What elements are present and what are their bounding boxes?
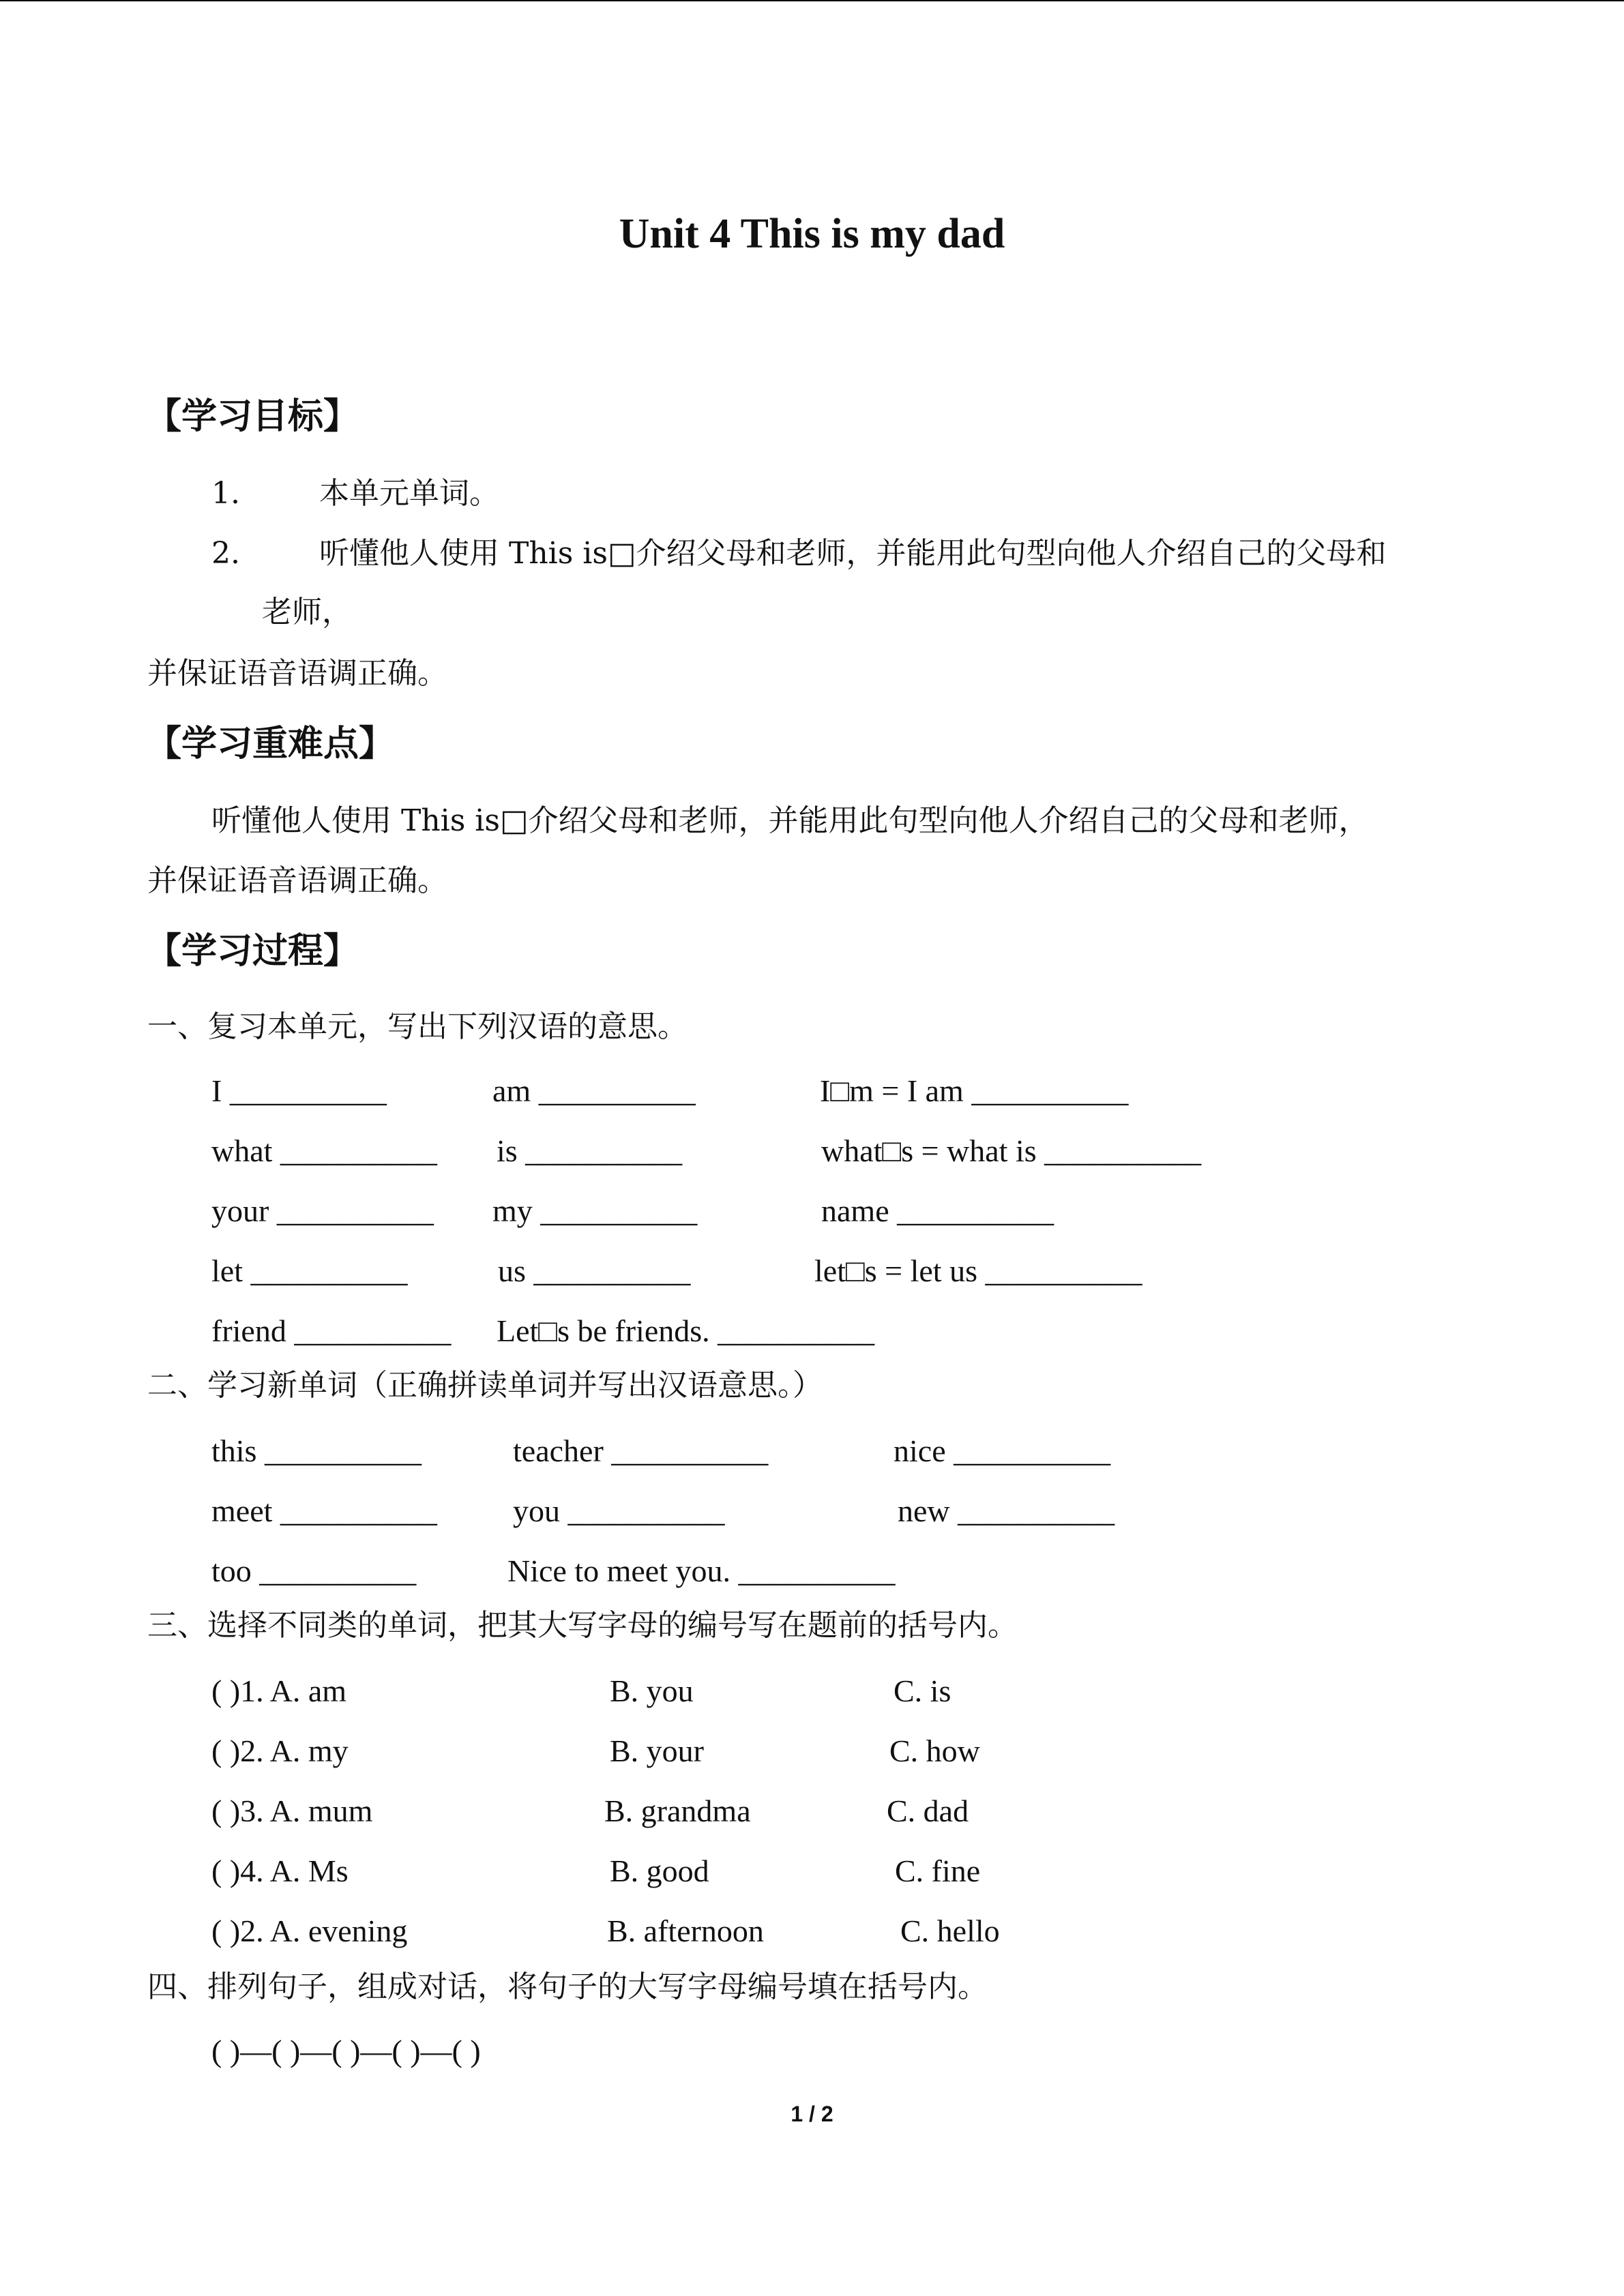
- part1-item: Let□s be friends. __________: [497, 1313, 875, 1348]
- part4-answer-line: ( )—( )—( )—( )—( ): [211, 2033, 481, 2068]
- part1-item: your __________: [211, 1193, 434, 1228]
- part2-heading: 二、学习新单词（正确拼读单词并写出汉语意思。）: [147, 1368, 823, 1403]
- key-points-line-1: 听懂他人使用 This is□介绍父母和老师，并能用此句型向他人介绍自己的父母和老师，: [211, 803, 1369, 838]
- part3-option-c: C. fine: [895, 1853, 981, 1888]
- part1-item: I __________: [211, 1073, 387, 1108]
- part1-item: us __________: [498, 1253, 691, 1288]
- part2-item: this __________: [211, 1433, 422, 1468]
- objective-2-continuation: 老师，: [262, 595, 352, 629]
- process-heading: 【学习过程】: [146, 931, 359, 972]
- part3-option-b: B. afternoon: [607, 1913, 764, 1948]
- part1-item: friend __________: [211, 1313, 452, 1348]
- part2-item: Nice to meet you. __________: [507, 1553, 896, 1588]
- part3-option-b: B. grandma: [604, 1793, 751, 1828]
- part3-question: ( )2. A. evening: [211, 1913, 408, 1948]
- part3-option-b: B. you: [610, 1673, 694, 1708]
- part1-item: my __________: [492, 1193, 698, 1228]
- part3-question: ( )3. A. mum: [211, 1793, 373, 1828]
- part3-option-b: B. your: [610, 1733, 704, 1768]
- objective-2-tail: 并保证语音语调正确。: [147, 656, 447, 691]
- page-title: Unit 4 This is my dad: [619, 211, 1005, 257]
- part2-item: you __________: [513, 1493, 725, 1528]
- part3-question: ( )2. A. my: [211, 1733, 349, 1768]
- part2-item: teacher __________: [513, 1433, 769, 1468]
- part1-item: let __________: [211, 1253, 408, 1288]
- part2-item: nice __________: [894, 1433, 1111, 1468]
- top-border: [0, 0, 1624, 1]
- part3-option-c: C. dad: [887, 1793, 969, 1828]
- part3-question: ( )4. A. Ms: [211, 1853, 349, 1888]
- key-points-line-2: 并保证语音语调正确。: [147, 863, 447, 898]
- part1-item: what□s = what is __________: [821, 1133, 1202, 1168]
- part4-heading: 四、排列句子，组成对话，将句子的大写字母编号填在括号内。: [147, 1969, 988, 2004]
- objective-2-text: 听懂他人使用 This is□介绍父母和老师，并能用此句型向他人介绍自己的父母和: [319, 536, 1387, 571]
- part2-item: new __________: [898, 1493, 1115, 1528]
- page-number: 1 / 2: [791, 2102, 833, 2126]
- part1-heading: 一、复习本单元，写出下列汉语的意思。: [147, 1009, 688, 1044]
- part1-item: is __________: [497, 1133, 683, 1168]
- part2-item: too __________: [211, 1553, 417, 1588]
- part1-item: name __________: [821, 1193, 1054, 1228]
- part3-question: ( )1. A. am: [211, 1673, 347, 1708]
- part1-item: let□s = let us __________: [814, 1253, 1142, 1288]
- objective-1-number: 1.: [211, 476, 240, 511]
- objective-2-number: 2.: [211, 536, 240, 571]
- part2-item: meet __________: [211, 1493, 437, 1528]
- part1-item: I□m = I am __________: [820, 1073, 1129, 1108]
- objective-1-text: 本单元单词。: [319, 476, 499, 511]
- objectives-heading: 【学习目标】: [146, 396, 359, 437]
- part3-option-c: C. is: [894, 1673, 951, 1708]
- part1-item: am __________: [492, 1073, 696, 1108]
- part3-option-b: B. good: [610, 1853, 709, 1888]
- part3-option-c: C. how: [889, 1733, 980, 1768]
- part3-option-c: C. hello: [900, 1913, 1000, 1948]
- key-points-heading: 【学习重难点】: [146, 724, 395, 764]
- part1-item: what __________: [211, 1133, 437, 1168]
- part3-heading: 三、选择不同类的单词，把其大写字母的编号写在题前的括号内。: [147, 1608, 1018, 1643]
